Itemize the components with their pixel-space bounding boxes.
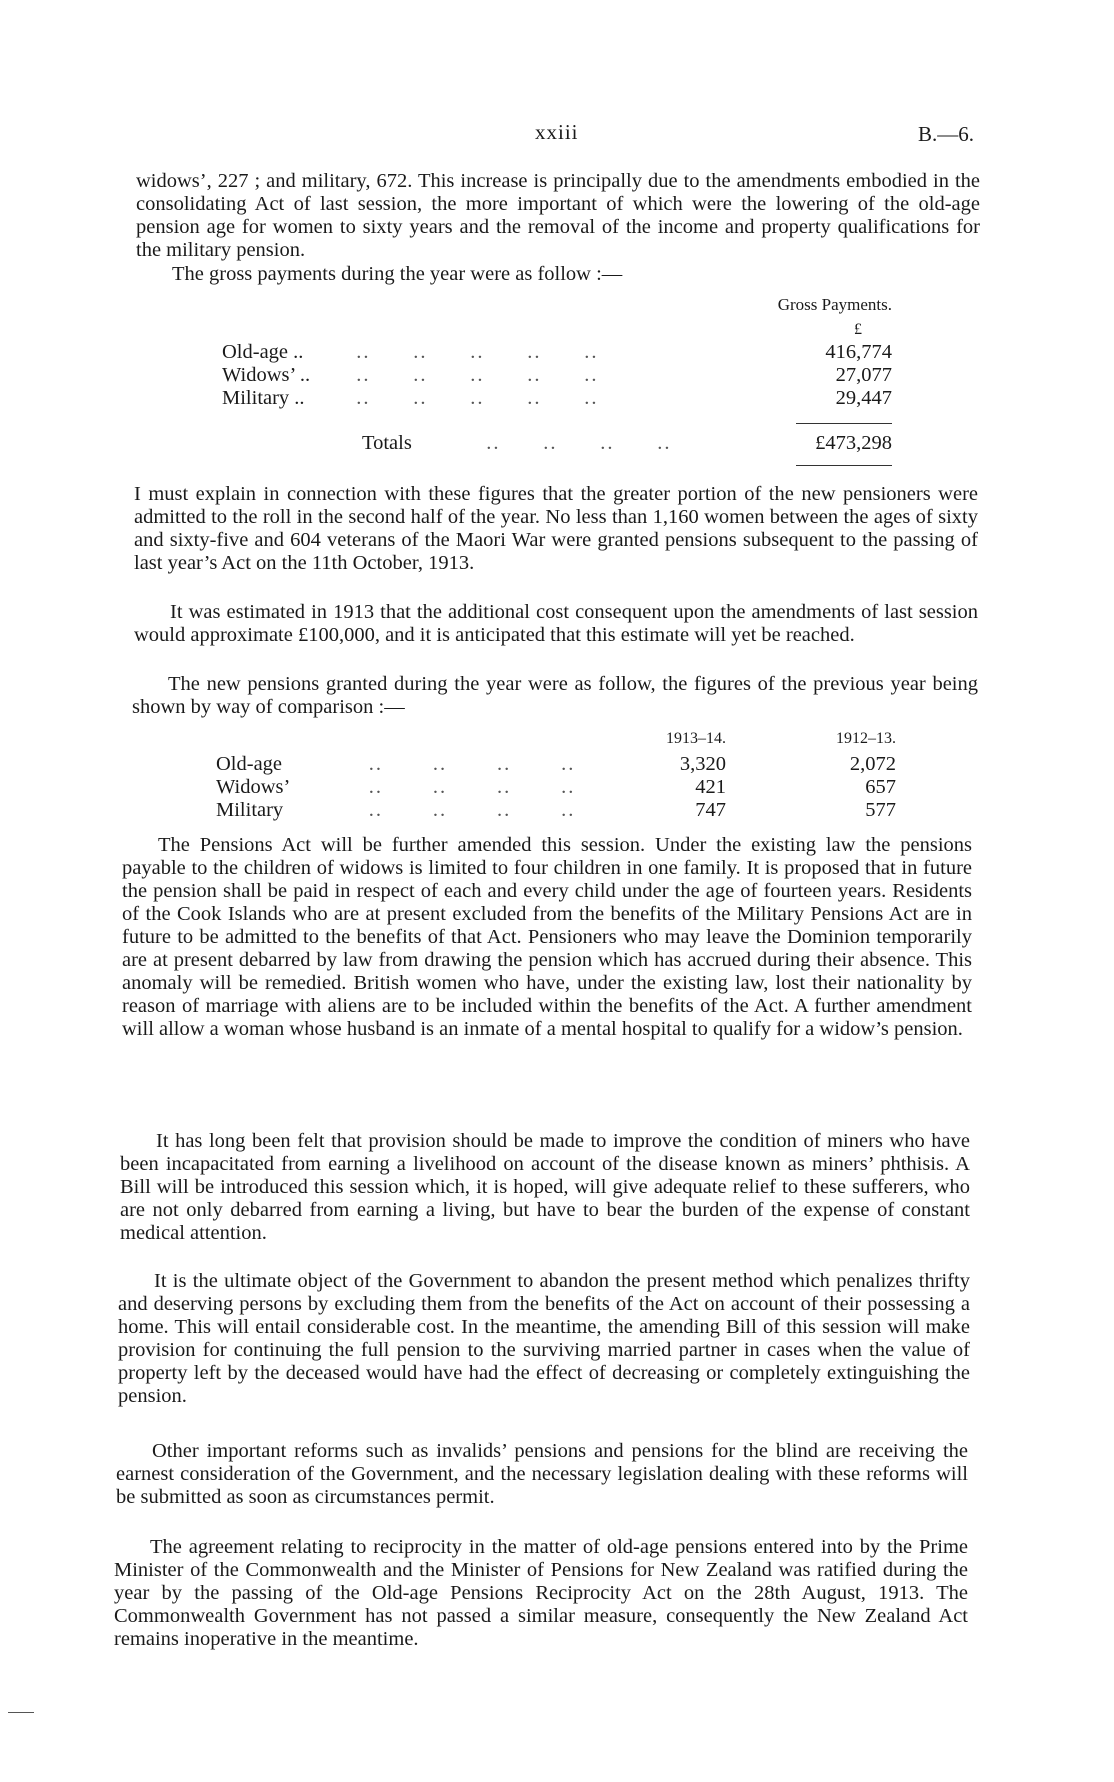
paragraph bbox=[114, 1536, 968, 1651]
paragraph bbox=[118, 1270, 970, 1408]
row-label: Military bbox=[216, 799, 284, 821]
paragraph-text: The new pensions granted during the year were as follow, the figures of the previous year being shown by way of comparison :— bbox=[132, 673, 978, 718]
leader-dots: .. .. .. .. bbox=[472, 432, 672, 454]
paragraph bbox=[122, 834, 972, 1041]
value-1912-13: 577 bbox=[865, 799, 896, 821]
leader-dots: .. .. .. .. bbox=[326, 753, 576, 775]
row-value: 416,774 bbox=[825, 341, 892, 363]
gross-payments-intro bbox=[136, 263, 980, 286]
table-row bbox=[216, 799, 896, 822]
margin-mark bbox=[8, 1712, 34, 1713]
table-row bbox=[222, 432, 892, 455]
page-header bbox=[0, 120, 1114, 150]
new-pensions-rows bbox=[216, 730, 896, 822]
leader-dots: .. .. .. .. .. bbox=[342, 387, 599, 409]
row-value: 27,077 bbox=[835, 364, 892, 386]
leader-dots: .. .. .. .. .. bbox=[342, 341, 599, 363]
paragraph-text: The Pensions Act will be further amended this session. Under the existing law the pensions payable to the children of widows is limited to four children in one family. It is proposed that in future the pension shall be paid in respect of each and every child under the age of fourteen years. Residents of the Cook Islands who are at present excluded from the benefits of the Military Pensions Act are in future to be admitted to the benefits of that Act. Pensioners who may leave the Dominion temporarily are at present debarred by law from drawing the pension which has accrued during their absence. This anomaly will be remedied. British women who have, under the existing law, lost their nationality by reason of marriage with aliens are to be included within the benefits of the Act. A further amendment will allow a woman whose husband is an inmate of a mental hospital to qualify for a widow’s pension. bbox=[122, 834, 972, 1040]
row-label: Widows’ bbox=[216, 776, 291, 798]
paragraph bbox=[132, 673, 978, 719]
paragraph-text: widows’, 227 ; and military, 672. This increase is principally due to the amendments embodied in the consolidating Act of last session, the more important of which were the lowering of the old-age pension age for women to sixty years and the removal of the income and property qualifications for the military pension. bbox=[136, 170, 980, 261]
totals-label: Totals bbox=[362, 432, 412, 454]
totals-value: £473,298 bbox=[815, 432, 892, 454]
col-header-1913-14: 1913–14. bbox=[666, 730, 726, 747]
document-reference: B.—6. bbox=[918, 122, 975, 146]
row-label: Old-age bbox=[216, 753, 283, 775]
paragraph bbox=[120, 1130, 970, 1245]
leader-dots: .. .. .. .. .. bbox=[342, 364, 599, 386]
totals-row bbox=[222, 432, 892, 455]
table-row bbox=[222, 387, 892, 410]
table-header-row bbox=[216, 730, 896, 753]
paragraph-text: It has long been felt that provision should be made to improve the condition of miners who have been incapacitated from earning a livelihood on account of the disease known as miners’ phthisis. A Bill will be introduced this session which, it is hoped, will give adequate relief to these sufferers, who are not only debarred from earning a living, but have to bear the burden of the expense of constant medical attention. bbox=[120, 1130, 970, 1244]
value-1912-13: 657 bbox=[865, 776, 896, 798]
table-row bbox=[216, 776, 896, 799]
row-label: Old-age .. bbox=[222, 341, 304, 363]
paragraph-text: I must explain in connection with these figures that the greater portion of the new pensioners were admitted to the roll in the second half of the year. No less than 1,160 women between the ages of sixty and sixty-five and 604 veterans of the Maori War were granted pensions subsequent to the passing of last year’s Act on the 11th October, 1913. bbox=[134, 483, 978, 574]
col-header-1912-13: 1912–13. bbox=[836, 730, 896, 747]
paragraph-text: It was estimated in 1913 that the additional cost consequent upon the amendments of last session would approximate £100,000, and it is anticipated that this estimate will yet be reached. bbox=[134, 601, 978, 646]
value-1913-14: 3,320 bbox=[679, 753, 726, 775]
sum-rule bbox=[796, 423, 892, 424]
page-number: xxiii bbox=[535, 120, 579, 144]
row-value: 29,447 bbox=[835, 387, 892, 409]
paragraph bbox=[116, 1440, 968, 1509]
row-label: Military .. bbox=[222, 387, 305, 409]
total-rule bbox=[796, 465, 892, 466]
paragraph-text: The gross payments during the year were as follow :— bbox=[172, 263, 623, 285]
value-1913-14: 421 bbox=[695, 776, 726, 798]
paragraph-text: It is the ultimate object of the Government to abandon the present method which penalizes thrifty and deserving persons by excluding them from the benefits of the Act on account of their possessing a home. This will entail considerable cost. In the meantime, the amending Bill of this session will make provision for continuing the full pension to the surviving married partner in cases when the value of property left by the deceased would have had the effect of decreasing or completely extinguishing the pension. bbox=[118, 1270, 970, 1407]
paragraph-continuation bbox=[136, 170, 980, 262]
paragraph bbox=[134, 483, 978, 575]
gross-payments-header: Gross Payments. bbox=[777, 295, 892, 314]
leader-dots: .. .. .. .. bbox=[326, 776, 576, 798]
paragraph bbox=[134, 601, 978, 647]
gross-payments-rows bbox=[222, 341, 892, 410]
paragraph-text: Other important reforms such as invalids’ pensions and pensions for the blind are receiving the earnest consideration of the Government, and the necessary legislation dealing with these reforms will be submitted as soon as circumstances permit. bbox=[116, 1440, 968, 1508]
new-pensions-table bbox=[216, 730, 896, 822]
table-row bbox=[222, 341, 892, 364]
paragraph-text: The agreement relating to reciprocity in the matter of old-age pensions entered into by the Prime Minister of the Commonwealth and the Minister of Pensions for New Zealand was ratified during the year by the passing of the Old-age Pensions Reciprocity Act on the 28th August, 1913. The Commonwealth Government has not passed a similar measure, consequently the New Zealand Act remains inoperative in the meantime. bbox=[114, 1536, 968, 1650]
value-1912-13: 2,072 bbox=[849, 753, 896, 775]
value-1913-14: 747 bbox=[695, 799, 726, 821]
table-row bbox=[222, 364, 892, 387]
table-row bbox=[216, 753, 896, 776]
currency-unit: £ bbox=[854, 321, 862, 338]
row-label: Widows’ .. bbox=[222, 364, 311, 386]
leader-dots: .. .. .. .. bbox=[326, 799, 576, 821]
gross-payments-table bbox=[222, 295, 892, 410]
